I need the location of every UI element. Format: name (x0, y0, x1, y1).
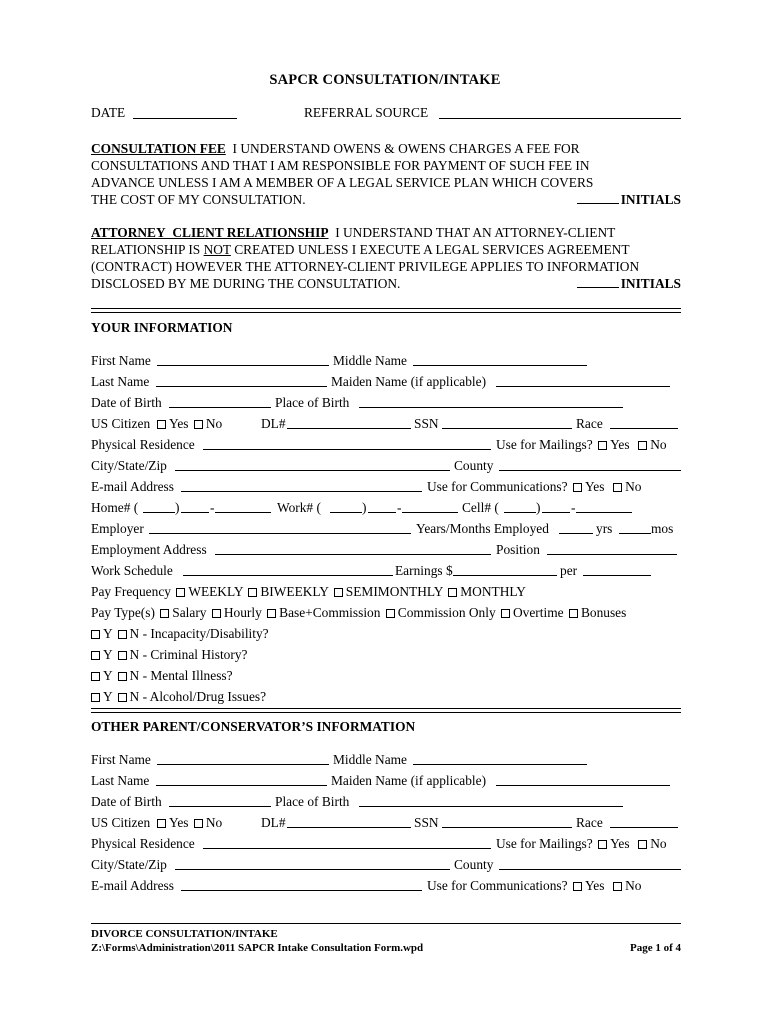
referral-field[interactable] (439, 106, 681, 119)
consultation-initials[interactable] (577, 191, 681, 208)
op-first-name-label: First Name (91, 752, 151, 767)
position-field[interactable] (547, 542, 677, 555)
op-middle-name-label: Middle Name (333, 752, 408, 767)
attorney-text-1: I UNDERSTAND THAT AN ATTORNEY-CLIENT (335, 225, 616, 240)
home-number-field[interactable] (215, 500, 271, 513)
semimonthly-checkbox[interactable] (334, 588, 343, 597)
semimonthly-label: SEMIMONTHLY (345, 584, 443, 599)
op-residence-field[interactable] (203, 836, 491, 849)
work-schedule-label: Work Schedule (91, 563, 173, 578)
schedule-row (91, 563, 681, 579)
op-dl-label: DL# (261, 815, 286, 830)
date-label: DATE (91, 105, 126, 120)
ssn-label: SSN (414, 416, 439, 431)
op-email-label: E-mail Address (91, 878, 174, 893)
op-citizen-row (91, 815, 681, 831)
op-pob-label: Place of Birth (275, 794, 350, 809)
mental-y-label: Y (103, 668, 113, 683)
mailings-yes-checkbox[interactable] (598, 441, 607, 450)
salary-label: Salary (172, 605, 207, 620)
middle-name-field[interactable] (413, 353, 587, 366)
last-name-row (91, 374, 681, 390)
attorney-text-2a: RELATIONSHIP IS (91, 242, 204, 257)
consultation-initials-label: INITIALS (620, 192, 681, 207)
last-name-field[interactable] (156, 374, 327, 387)
city-label: City/State/Zip (91, 458, 167, 473)
city-row (91, 458, 681, 474)
dl-label: DL# (261, 416, 286, 431)
birth-row (91, 395, 681, 411)
position-label: Position (496, 542, 540, 557)
attorney-client-section (91, 224, 681, 292)
op-comms-no-checkbox[interactable] (613, 882, 622, 891)
per-field[interactable] (583, 563, 651, 576)
op-dob-field[interactable] (169, 794, 271, 807)
op-comms-label: Use for Communications? (427, 878, 568, 893)
op-mailings-yes-label: Yes (610, 836, 630, 851)
bonuses-label: Bonuses (580, 605, 627, 620)
consultation-initials-field[interactable] (577, 192, 619, 204)
mailings-yes-label: Yes (610, 437, 630, 452)
employer-label: Employer (91, 521, 144, 536)
op-ssn-field[interactable] (442, 815, 572, 828)
email-row (91, 479, 681, 495)
pay-types-label: Pay Type(s) (91, 605, 155, 620)
op-residence-label: Physical Residence (91, 836, 195, 851)
question-mental (91, 668, 681, 684)
consultation-text-2: CONSULTATIONS AND THAT I AM RESPONSIBLE FOR PAYMENT OF SUCH FEE IN (91, 158, 590, 173)
first-name-label: First Name (91, 353, 151, 368)
commission-only-checkbox[interactable] (386, 609, 395, 618)
footer-page-number: Page 1 of 4 (629, 942, 681, 954)
employer-field[interactable] (149, 521, 411, 534)
race-field[interactable] (610, 416, 678, 429)
pay-type-row (91, 605, 681, 621)
weekly-label: WEEKLY (188, 584, 243, 599)
overtime-checkbox[interactable] (501, 609, 510, 618)
earnings-field[interactable] (453, 563, 557, 576)
pay-frequency-label: Pay Frequency (91, 584, 171, 599)
op-last-name-field[interactable] (156, 773, 327, 786)
work-area-field[interactable] (330, 500, 362, 513)
mailings-no-checkbox[interactable] (638, 441, 647, 450)
criminal-n-checkbox[interactable] (118, 651, 127, 660)
op-birth-row (91, 794, 681, 810)
us-citizen-label: US Citizen (91, 416, 151, 431)
alcohol-question: - Alcohol/Drug Issues? (142, 689, 267, 704)
referral-label: REFERRAL SOURCE (304, 105, 429, 120)
home-phone-label: Home# ( (91, 500, 139, 515)
residence-row (91, 437, 681, 453)
middle-name-label: Middle Name (333, 353, 408, 368)
op-first-name-field[interactable] (157, 752, 329, 765)
footer (91, 927, 681, 955)
email-field[interactable] (181, 479, 422, 492)
consultation-fee-section (91, 140, 681, 208)
your-info-heading: YOUR INFORMATION (91, 320, 233, 335)
consultation-fee-heading: CONSULTATION FEE (91, 141, 226, 156)
criminal-y-label: Y (103, 647, 113, 662)
section-divider (91, 708, 681, 713)
op-mailings-label: Use for Mailings? (496, 836, 593, 851)
attorney-initials-field[interactable] (577, 276, 619, 288)
incapacity-y-checkbox[interactable] (91, 630, 100, 639)
employment-address-label: Employment Address (91, 542, 207, 557)
comms-yes-label: Yes (584, 479, 605, 494)
citizen-no-label: No (205, 416, 223, 431)
op-last-name-row (91, 773, 681, 789)
work-prefix-field[interactable] (368, 500, 396, 513)
citizen-yes-label: Yes (169, 416, 189, 431)
incapacity-n-checkbox[interactable] (118, 630, 127, 639)
op-middle-name-field[interactable] (413, 752, 587, 765)
op-citizen-no-checkbox[interactable] (194, 819, 203, 828)
city-field[interactable] (175, 458, 450, 471)
criminal-question: - Criminal History? (142, 647, 248, 662)
yrs-label: yrs (596, 521, 613, 536)
op-city-label: City/State/Zip (91, 857, 167, 872)
employment-address-field[interactable] (215, 542, 491, 555)
work-number-field[interactable] (402, 500, 458, 513)
mailings-no-label: No (650, 437, 667, 452)
alcohol-y-label: Y (103, 689, 113, 704)
months-field[interactable] (619, 521, 651, 534)
alcohol-y-checkbox[interactable] (91, 693, 100, 702)
op-pob-field[interactable] (359, 794, 623, 807)
race-label: Race (576, 416, 603, 431)
op-us-citizen-label: US Citizen (91, 815, 151, 830)
maiden-name-field[interactable] (496, 374, 670, 387)
cell-phone-label: Cell# ( (462, 500, 499, 515)
hourly-label: Hourly (223, 605, 262, 620)
per-label: per (560, 563, 578, 578)
home-prefix-field[interactable] (181, 500, 209, 513)
footer-path: Z:\Forms\Administration\2011 SAPCR Intake Consultation Form.wpd (91, 942, 424, 954)
monthly-label: MONTHLY (460, 584, 526, 599)
incapacity-question: - Incapacity/Disability? (142, 626, 269, 641)
alcohol-n-checkbox[interactable] (118, 693, 127, 702)
cell-prefix-field[interactable] (542, 500, 570, 513)
employer-row (91, 521, 681, 537)
mental-question: - Mental Illness? (142, 668, 233, 683)
question-alcohol (91, 689, 681, 705)
op-city-field[interactable] (175, 857, 450, 870)
mos-label: mos (651, 521, 674, 536)
op-mailings-no-checkbox[interactable] (638, 840, 647, 849)
alcohol-n-label: N (129, 689, 140, 704)
citizen-no-checkbox[interactable] (194, 420, 203, 429)
years-field[interactable] (559, 521, 593, 534)
dl-field[interactable] (287, 416, 411, 429)
biweekly-checkbox[interactable] (248, 588, 257, 597)
attorney-text-2b: CREATED UNLESS I EXECUTE A LEGAL SERVICES AGREEMENT (230, 242, 630, 257)
question-incapacity (91, 626, 681, 642)
consultation-text-3: ADVANCE UNLESS I AM A MEMBER OF A LEGAL SERVICE PLAN WHICH COVERS (91, 175, 594, 190)
name-row (91, 353, 681, 369)
work-schedule-field[interactable] (183, 563, 393, 576)
maiden-name-label: Maiden Name (if applicable) (331, 374, 487, 389)
last-name-label: Last Name (91, 374, 150, 389)
attorney-text-4: DISCLOSED BY ME DURING THE CONSULTATION. (91, 276, 401, 291)
weekly-checkbox[interactable] (176, 588, 185, 597)
op-dob-label: Date of Birth (91, 794, 162, 809)
date-field[interactable] (133, 106, 237, 119)
comms-label: Use for Communications? (427, 479, 568, 494)
op-mailings-yes-checkbox[interactable] (598, 840, 607, 849)
biweekly-label: BIWEEKLY (260, 584, 329, 599)
op-comms-no-label: No (625, 878, 642, 893)
citizen-yes-checkbox[interactable] (157, 420, 166, 429)
employment-address-row (91, 542, 681, 558)
bonuses-checkbox[interactable] (569, 609, 578, 618)
op-name-row (91, 752, 681, 768)
op-citizen-yes-label: Yes (169, 815, 189, 830)
op-maiden-name-field[interactable] (496, 773, 670, 786)
home-area-field[interactable] (143, 500, 175, 513)
salary-checkbox[interactable] (160, 609, 169, 618)
dob-field[interactable] (169, 395, 271, 408)
page-title: SAPCR CONSULTATION/INTAKE (269, 72, 501, 88)
op-city-row (91, 857, 681, 873)
consultation-text-1: I UNDERSTAND OWENS & OWENS CHARGES A FEE FOR (232, 141, 580, 156)
incapacity-y-label: Y (103, 626, 113, 641)
op-maiden-name-label: Maiden Name (if applicable) (331, 773, 487, 788)
op-county-field[interactable] (499, 857, 681, 870)
county-field[interactable] (499, 458, 681, 471)
pob-field[interactable] (359, 395, 623, 408)
pay-frequency-row (91, 584, 681, 600)
consultation-text-4: THE COST OF MY CONSULTATION. (91, 192, 306, 207)
attorney-not-emphasis: NOT (203, 242, 231, 257)
email-label: E-mail Address (91, 479, 174, 494)
criminal-y-checkbox[interactable] (91, 651, 100, 660)
mailings-label: Use for Mailings? (496, 437, 593, 452)
comms-yes-checkbox[interactable] (573, 483, 582, 492)
earnings-label: Earnings $ (395, 563, 453, 578)
comms-no-checkbox[interactable] (613, 483, 622, 492)
other-parent-heading: OTHER PARENT/CONSERVATOR’S INFORMATION (91, 719, 416, 734)
mental-n-label: N (129, 668, 140, 683)
footer-title: DIVORCE CONSULTATION/INTAKE (91, 928, 278, 940)
base-commission-label: Base+Commission (279, 605, 381, 620)
first-name-field[interactable] (157, 353, 329, 366)
op-email-row (91, 878, 681, 894)
op-residence-row (91, 836, 681, 852)
residence-field[interactable] (203, 437, 491, 450)
cell-area-field[interactable] (504, 500, 536, 513)
question-criminal (91, 647, 681, 663)
op-race-field[interactable] (610, 815, 678, 828)
op-ssn-label: SSN (414, 815, 439, 830)
incapacity-n-label: N (129, 626, 140, 641)
mental-y-checkbox[interactable] (91, 672, 100, 681)
op-county-label: County (454, 857, 494, 872)
op-last-name-label: Last Name (91, 773, 150, 788)
citizen-row (91, 416, 681, 432)
op-race-label: Race (576, 815, 603, 830)
op-mailings-no-label: No (650, 836, 667, 851)
attorney-text-3: (CONTRACT) HOWEVER THE ATTORNEY-CLIENT PRIVILEGE APPLIES TO INFORMATION (91, 259, 640, 274)
work-phone-label: Work# ( (277, 500, 321, 515)
monthly-checkbox[interactable] (448, 588, 457, 597)
attorney-initials[interactable] (577, 275, 681, 292)
base-commission-checkbox[interactable] (267, 609, 276, 618)
residence-label: Physical Residence (91, 437, 195, 452)
footer-rule (91, 923, 681, 924)
op-citizen-yes-checkbox[interactable] (157, 819, 166, 828)
ssn-field[interactable] (442, 416, 572, 429)
phones-row: Home# ( ) - Work# ( ) - Cell# ( ) - (91, 500, 681, 516)
comms-no-label: No (625, 479, 642, 494)
overtime-label: Overtime (513, 605, 564, 620)
county-label: County (454, 458, 494, 473)
op-dl-field[interactable] (287, 815, 411, 828)
attorney-heading: ATTORNEY_CLIENT RELATIONSHIP (91, 225, 329, 240)
years-employed-label: Years/Months Employed (416, 521, 549, 536)
commission-only-label: Commission Only (397, 605, 496, 620)
op-comms-yes-checkbox[interactable] (573, 882, 582, 891)
hourly-checkbox[interactable] (212, 609, 221, 618)
pob-label: Place of Birth (275, 395, 350, 410)
attorney-initials-label: INITIALS (620, 276, 681, 291)
mental-n-checkbox[interactable] (118, 672, 127, 681)
op-citizen-no-label: No (205, 815, 223, 830)
date-referral-row (91, 105, 681, 121)
op-email-field[interactable] (181, 878, 422, 891)
cell-number-field[interactable] (576, 500, 632, 513)
criminal-n-label: N (129, 647, 140, 662)
dob-label: Date of Birth (91, 395, 162, 410)
op-comms-yes-label: Yes (584, 878, 605, 893)
section-divider (91, 308, 681, 313)
